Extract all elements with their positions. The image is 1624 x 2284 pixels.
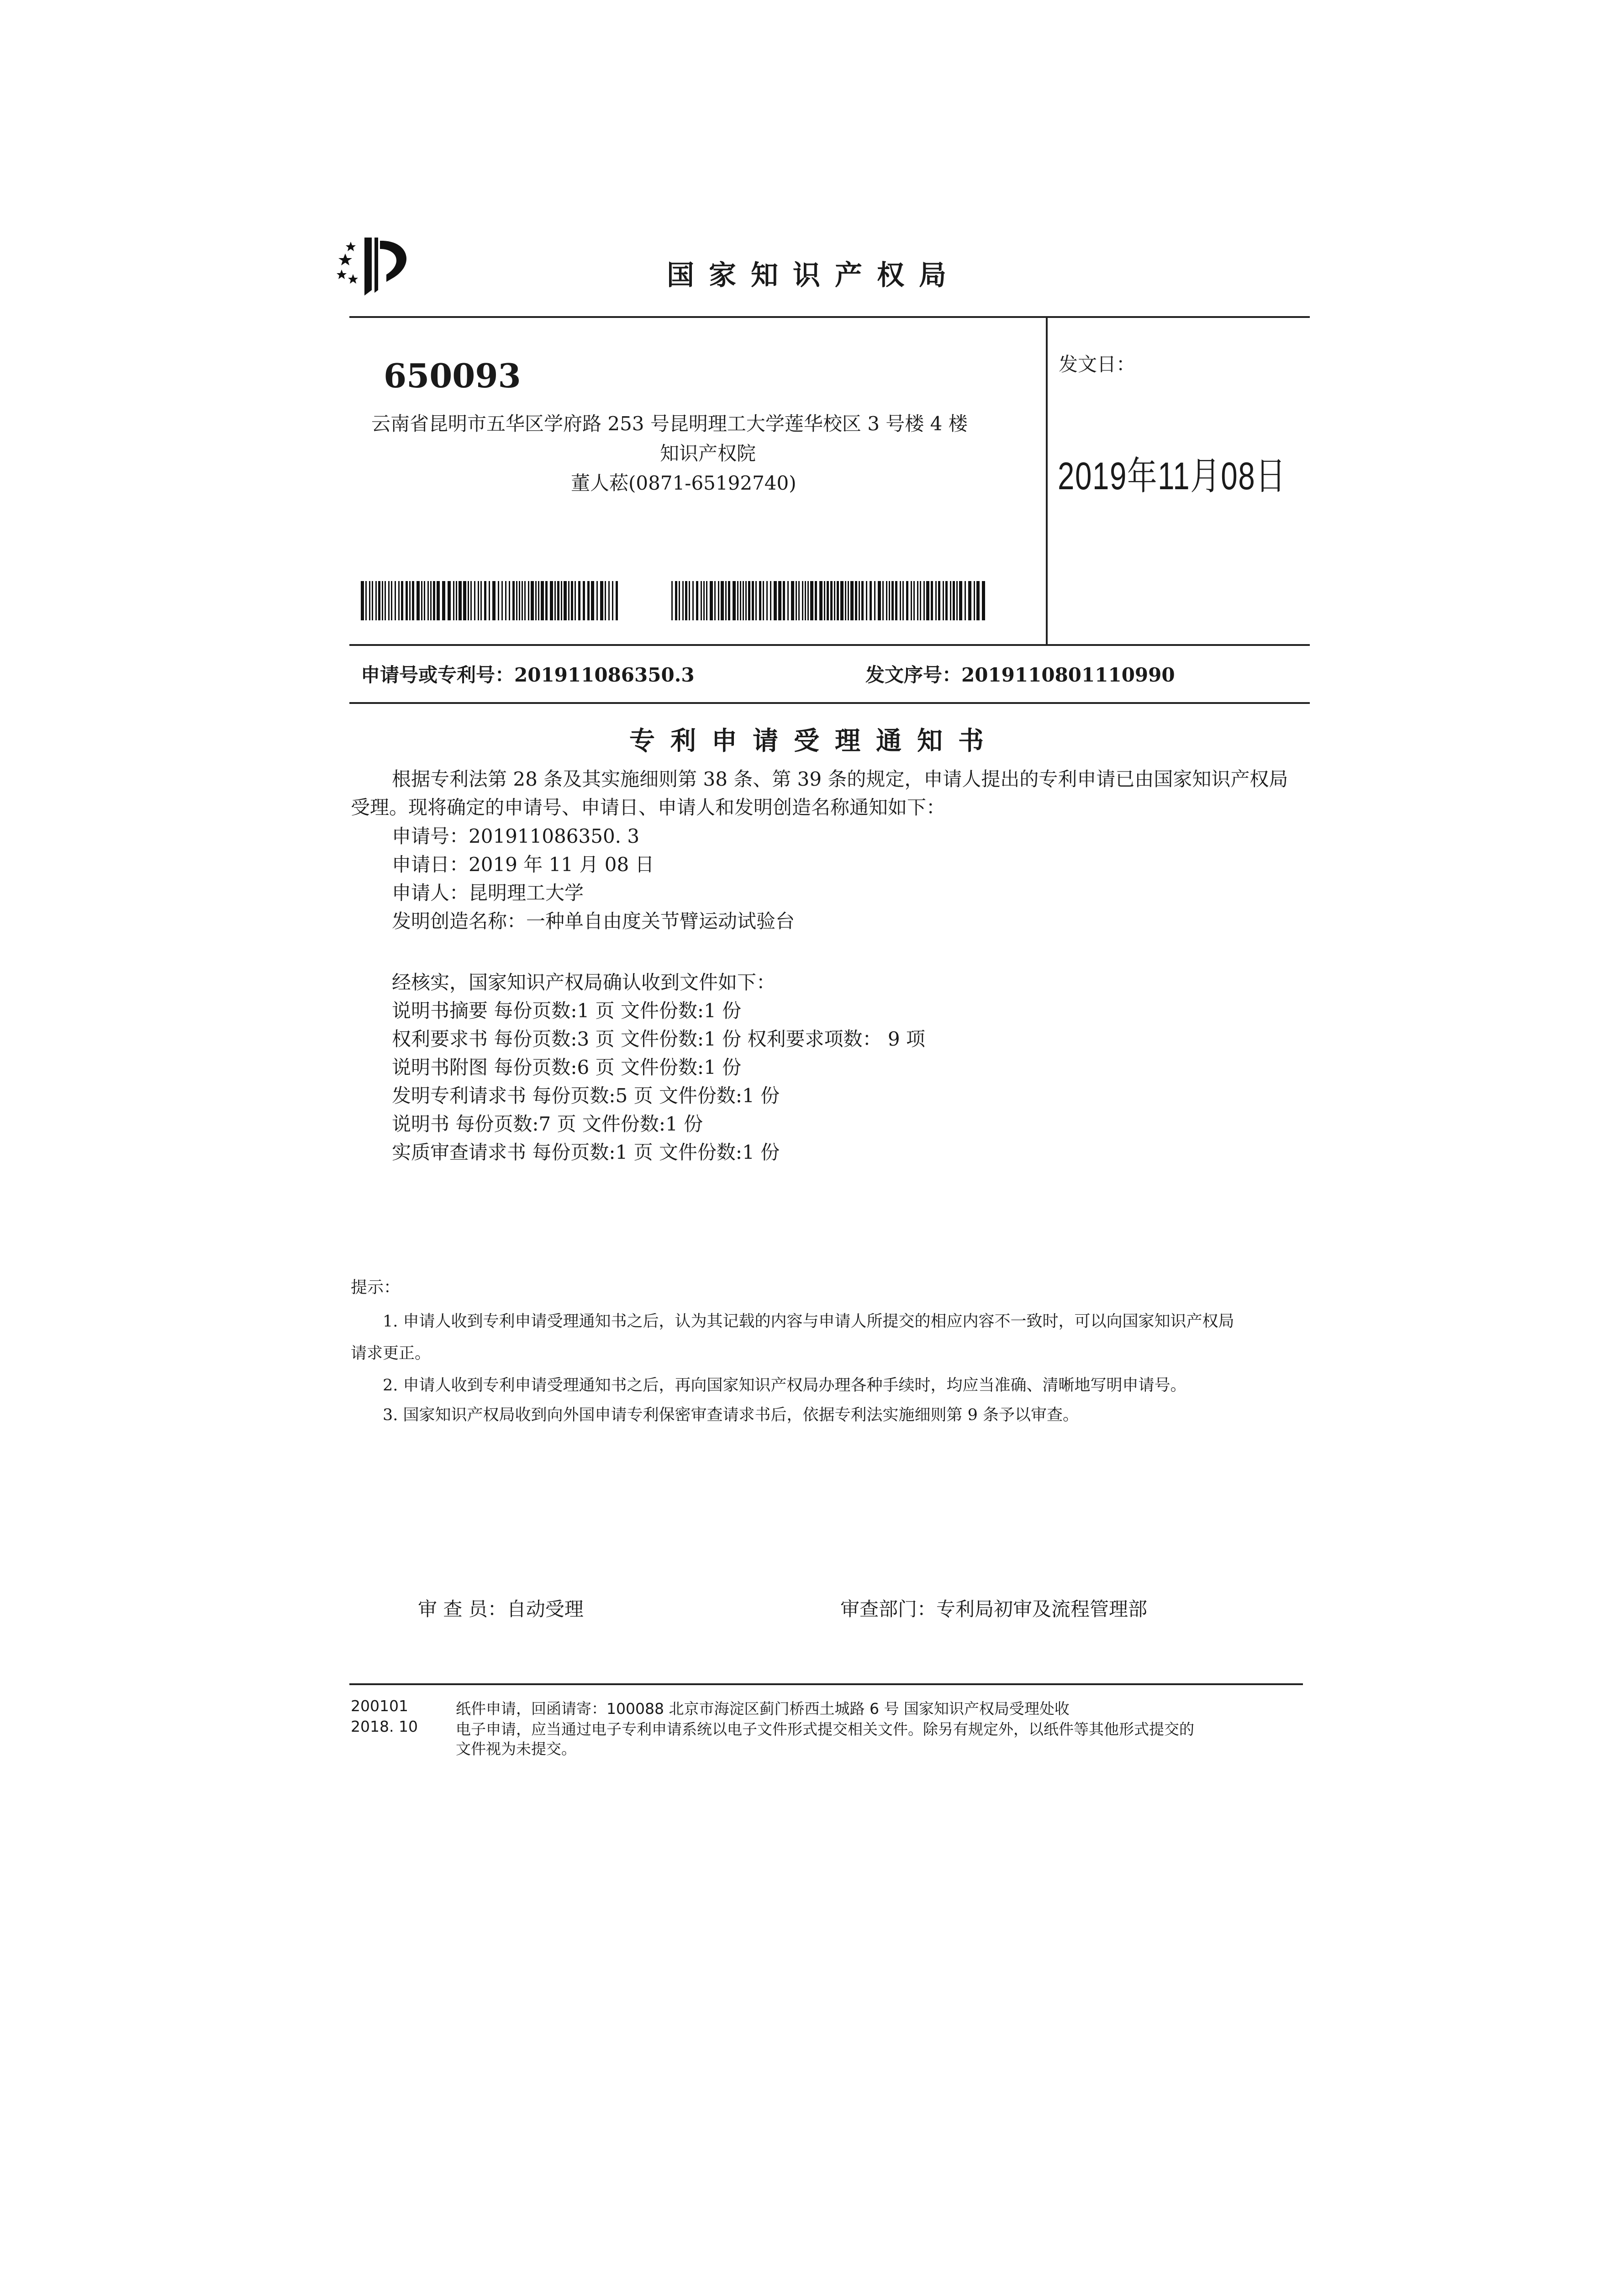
- hint-item-1: 1. 申请人收到专利申请受理通知书之后，认为其记载的内容与申请人所提交的相应内容不一致时，可以向国家知识产权局: [383, 1312, 1234, 1331]
- serial-number: 2019110801110990: [961, 664, 1175, 686]
- document-item: 说明书附图 每份页数:6 页 文件份数:1 份: [392, 1056, 742, 1079]
- issue-date: 2019年11月08日: [1058, 455, 1287, 497]
- field-invention-title: 发明创造名称：一种单自由度关节臂运动试验台: [392, 910, 795, 932]
- application-number-label: 申请号或专利号：: [361, 664, 515, 686]
- form-code: 200101: [351, 1697, 408, 1715]
- recipient-organization: 知识产权院: [660, 442, 756, 465]
- footer-electronic-submission-continued: 文件视为未提交。: [456, 1740, 576, 1758]
- cnipa-logo: [332, 235, 419, 301]
- barcode-right: [671, 581, 986, 620]
- form-date: 2018. 10: [351, 1718, 418, 1735]
- document-item: 权利要求书 每份页数:3 页 文件份数:1 份 权利要求项数： 9 项: [392, 1028, 925, 1050]
- notice-title: 专利申请受理通知书: [629, 726, 999, 756]
- application-number: 201911086350.3: [514, 664, 695, 686]
- footer-paper-submission: 纸件申请，回函请寄：100088 北京市海淀区蓟门桥西土城路 6 号 国家知识产权局受理处收: [456, 1700, 1070, 1718]
- hint-item-2: 2. 申请人收到专利申请受理通知书之后，再向国家知识产权局办理各种手续时，均应当准确、清晰地写明申请号。: [383, 1376, 1186, 1395]
- field-filing-date: 申请日：2019 年 11 月 08 日: [392, 853, 654, 876]
- serial-number-label: 发文序号：: [865, 664, 962, 686]
- serial-number-row: [865, 660, 1175, 687]
- notice-intro-line1: 根据专利法第 28 条及其实施细则第 38 条、第 39 条的规定，申请人提出的专利申请已由国家知识产权局: [392, 768, 1288, 790]
- recipient-address: 云南省昆明市五华区学府路 253 号昆明理工大学莲华校区 3 号楼 4 楼: [371, 412, 968, 435]
- issue-date-label: 发文日：: [1059, 353, 1136, 375]
- examiner: 审 查 员：自动受理: [418, 1598, 584, 1620]
- document-item: 说明书摘要 每份页数:1 页 文件份数:1 份: [392, 999, 742, 1022]
- address-block-divider: [1046, 316, 1048, 645]
- document-item: 说明书 每份页数:7 页 文件份数:1 份: [392, 1113, 703, 1135]
- notice-intro-line2: 受理。现将确定的申请号、申请日、申请人和发明创造名称通知如下：: [351, 796, 946, 819]
- barcode-left: [361, 581, 619, 620]
- examination-department: 审查部门：专利局初审及流程管理部: [840, 1598, 1148, 1620]
- header-divider: [349, 316, 1310, 318]
- document-item: 发明专利请求书 每份页数:5 页 文件份数:1 份: [392, 1084, 780, 1107]
- organization-title: 国家知识产权局: [667, 259, 961, 291]
- field-applicant: 申请人：昆明理工大学: [392, 882, 584, 904]
- application-number-row: [361, 660, 695, 687]
- footer-electronic-submission: 电子申请，应当通过电子专利申请系统以电子文件形式提交相关文件。除另有规定外，以纸件等其他形式提交的: [456, 1720, 1194, 1738]
- hint-item-1-continued: 请求更正。: [351, 1344, 431, 1363]
- reference-divider-bottom: [349, 702, 1310, 704]
- received-intro: 经核实，国家知识产权局确认收到文件如下：: [392, 971, 776, 994]
- recipient-postcode: 650093: [384, 356, 521, 395]
- recipient-contact: 董人菘(0871-65192740): [571, 472, 796, 494]
- hints-title: 提示：: [351, 1278, 401, 1297]
- document-item: 实质审查请求书 每份页数:1 页 文件份数:1 份: [392, 1141, 780, 1163]
- field-application-number: 申请号：201911086350. 3: [392, 825, 640, 847]
- hint-item-3: 3. 国家知识产权局收到向外国申请专利保密审查请求书后，依据专利法实施细则第 9 条予以审查。: [383, 1406, 1079, 1424]
- reference-divider-top: [349, 644, 1310, 646]
- footer-divider: [349, 1683, 1303, 1685]
